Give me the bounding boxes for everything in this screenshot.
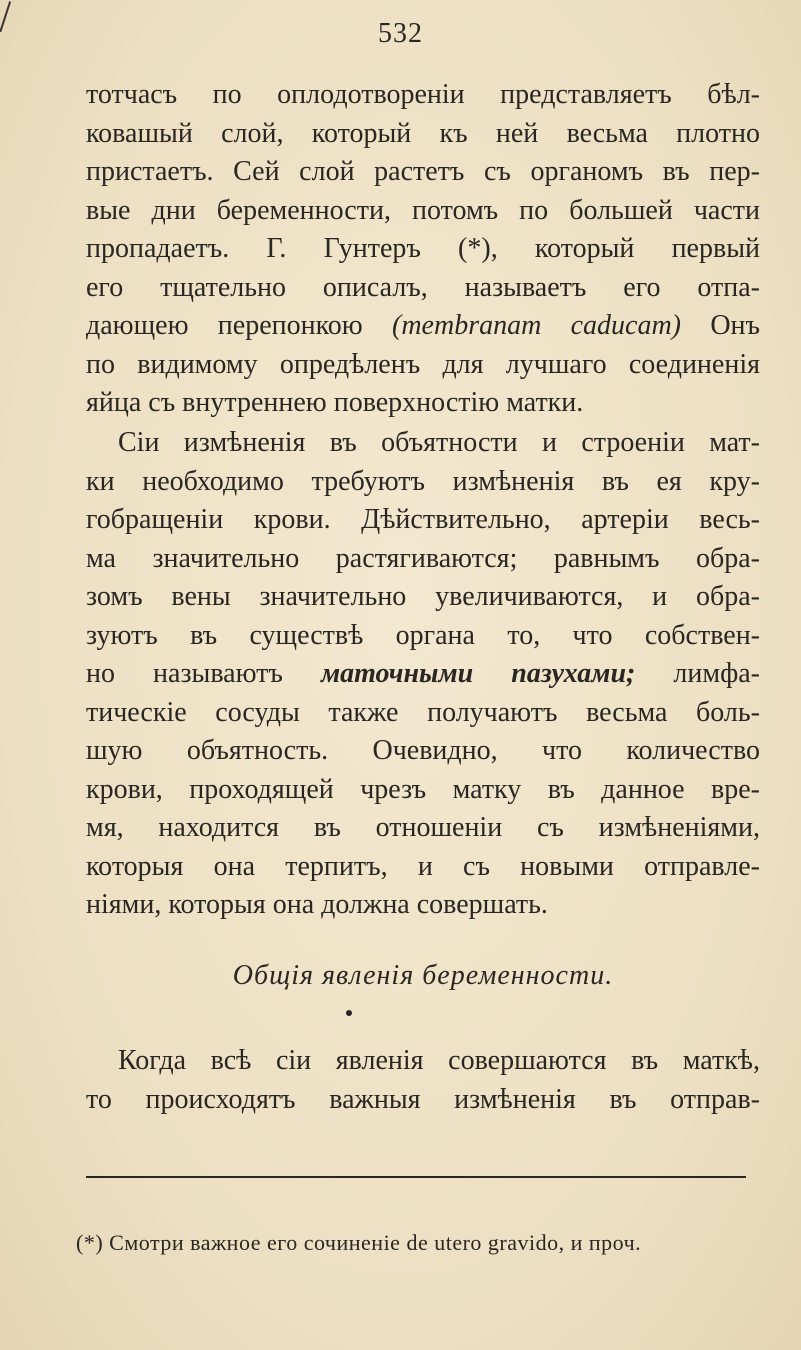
latin-term: (membranam caducam): [392, 310, 682, 341]
section-heading: Общія явленія беременности.: [232, 960, 614, 991]
paragraph-1: [86, 76, 760, 423]
text-line: по видимому опредѣленъ для лучшаго соединенія: [86, 348, 760, 380]
text-line: Сіи измѣненія въ объятности и строеніи мат-: [118, 427, 760, 458]
text-line: яйца съ внутреннею поверхностію матки.: [86, 387, 584, 418]
text-line: тическіе сосуды также получаютъ весьма боль-: [86, 696, 760, 728]
text-segment: но называютъ: [86, 658, 283, 689]
text-line: шую объятность. Очевидно, что количество: [86, 735, 760, 766]
ornament-dot: [346, 1010, 352, 1016]
footnote: (*) Смотри важное его сочиненіе de utero gravido, и проч.: [76, 1230, 642, 1255]
text-segment: Онъ: [710, 310, 760, 341]
text-line: то происходятъ важныя измѣненія въ отправ-: [86, 1083, 760, 1115]
text-line: пристаетъ. Сей слой растетъ съ органомъ въ пер-: [86, 156, 760, 187]
text-segment: лимфа-: [673, 658, 760, 689]
text-line: пропадаетъ. Г. Гунтеръ (*), который первый: [86, 233, 760, 264]
text-line: мя, находится въ отношеніи съ измѣненіями,: [86, 812, 760, 843]
text-segment: дающею перепонкою: [86, 310, 363, 341]
text-line: которыя она терпитъ, и съ новыми отправле-: [86, 850, 760, 882]
text-line: [86, 307, 760, 346]
emphasis-term: маточными пазухами;: [320, 658, 636, 689]
text-line: крови, проходящей чрезъ матку въ данное вре-: [86, 773, 760, 805]
text-line: его тщательно описалъ, называетъ его отпа-: [86, 271, 760, 303]
text-line: Когда всѣ сіи явленія совершаются въ маткѣ,: [118, 1045, 760, 1076]
text-line: ніями, которыя она должна совершать.: [86, 889, 548, 920]
paragraph-3: [86, 1042, 760, 1119]
text-line: ма значительно растягиваются; равнымъ обра-: [86, 542, 760, 574]
text-line: гобращеніи крови. Дѣйствительно, артеріи весь-: [86, 504, 760, 535]
footnote-rule: [86, 1176, 746, 1178]
page-number: 532: [378, 18, 423, 49]
text-line: [86, 655, 760, 694]
text-line: ки необходимо требуютъ измѣненія въ ея кру-: [86, 465, 760, 497]
text-line: зомъ вены значительно увеличиваются, и обра-: [86, 581, 760, 612]
text-line: зуютъ въ существѣ органа то, что собствен-: [86, 619, 760, 651]
text-line: вые дни беременности, потомъ по большей части: [86, 194, 760, 226]
paragraph-2: [86, 424, 760, 925]
text-line: тотчасъ по оплодотвореніи представляетъ бѣл-: [86, 79, 760, 110]
text-line: ковашый слой, который къ ней весьма плотно: [86, 117, 760, 149]
